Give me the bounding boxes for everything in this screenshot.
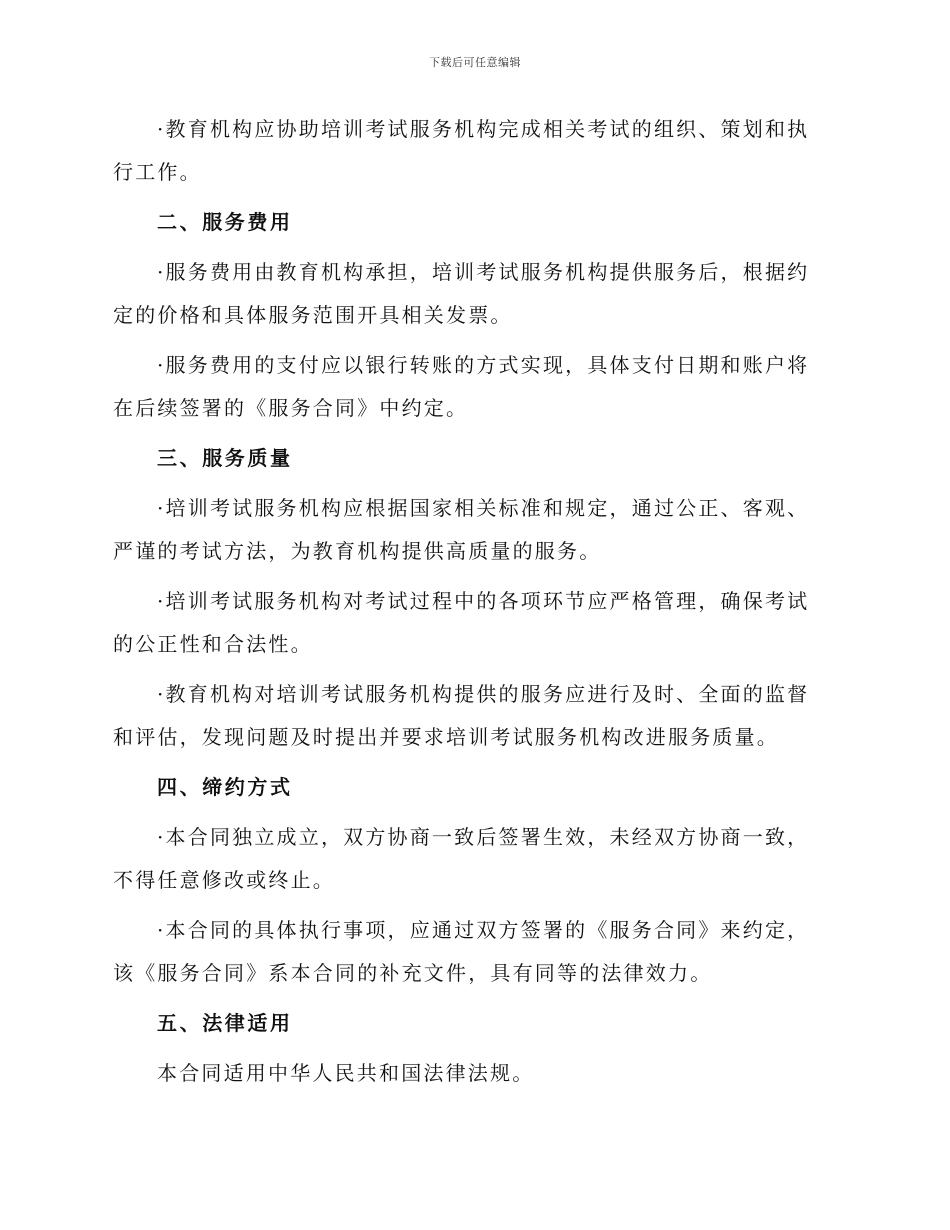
page-header-note: 下载后可任意编辑 [429,56,521,69]
document-body [113,108,821,1102]
section-heading: 三、服务质量 [157,446,293,470]
paragraph: ·本合同的具体执行事项，应通过双方签署的《服务合同》来约定，该《服务合同》系本合同的补充文件，具有同等的法律效力。 [113,918,810,985]
paragraph: ·教育机构应协助培训考试服务机构完成相关考试的组织、策划和执行工作。 [113,117,810,184]
section-heading: 五、法律适用 [157,1011,293,1035]
paragraph: ·培训考试服务机构应根据国家相关标准和规定，通过公正、客观、严谨的考试方法，为教育机构提供高质量的服务。 [113,496,810,563]
paragraph: ·服务费用由教育机构承担，培训考试服务机构提供服务后，根据约定的价格和具体服务范围开具相关发票。 [113,260,810,327]
paragraph: ·本合同独立成立，双方协商一致后签署生效，未经双方协商一致，不得任意修改或终止。 [113,825,810,892]
section-heading: 二、服务费用 [157,210,293,234]
section-heading: 四、缔约方式 [157,775,293,799]
paragraph: 本合同适用中华人民共和国法律法规。 [157,1061,535,1085]
paragraph: ·培训考试服务机构对考试过程中的各项环节应严格管理，确保考试的公正性和合法性。 [113,589,810,656]
paragraph: ·教育机构对培训考试服务机构提供的服务应进行及时、全面的监督和评估，发现问题及时提出并要求培训考试服务机构改进服务质量。 [113,682,810,749]
paragraph: ·服务费用的支付应以银行转账的方式实现，具体支付日期和账户将在后续签署的《服务合同》中约定。 [113,353,810,420]
